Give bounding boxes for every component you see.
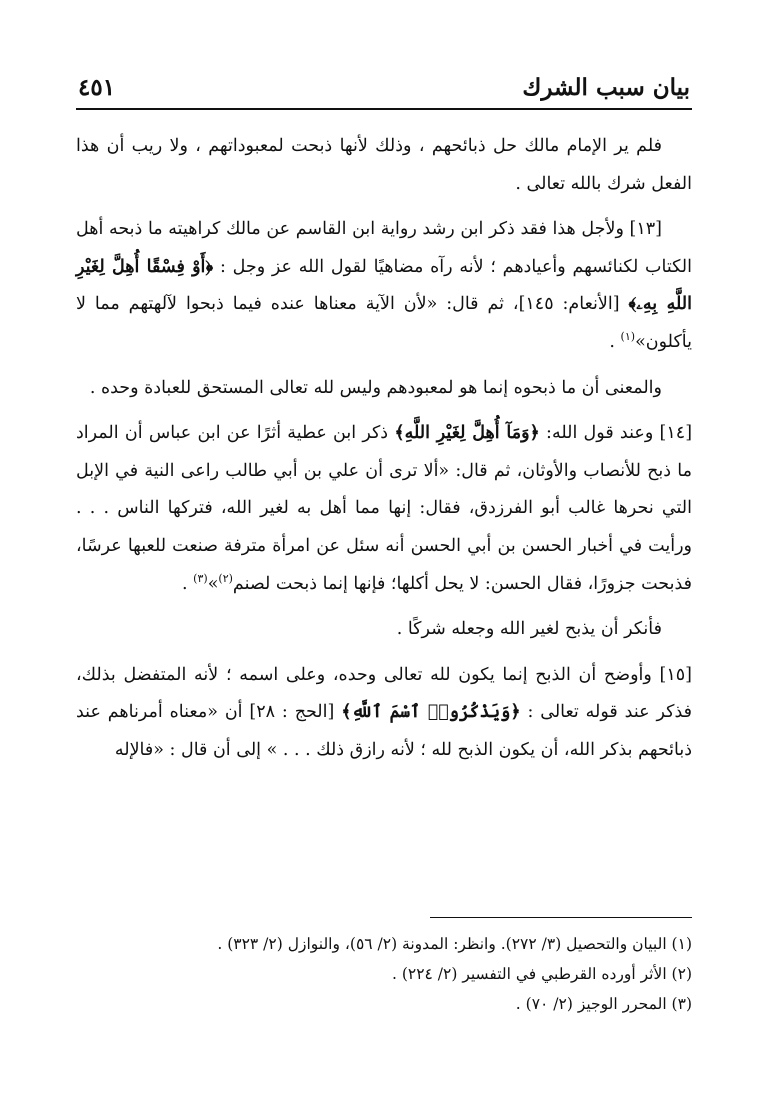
paragraph-5 bbox=[76, 611, 692, 649]
paragraph-text: [الأنعام: ١٤٥]، ثم قال: «لأن الآية معناها عنده فيما ذبحوا لآلهتهم مما لا يأكلون» bbox=[76, 294, 692, 352]
footnote-marker: (٢) bbox=[218, 571, 233, 585]
paragraph-text: [١٤] وعند قول الله: bbox=[539, 423, 693, 444]
quran-verse: ﴿وَيَذْكُرُوا۟ ٱسْمَ ٱللَّهِ﴾ bbox=[341, 702, 521, 723]
quran-verse: ﴿وَمَآ أُهِلَّ لِغَيْرِ اللَّهِ﴾ bbox=[394, 423, 540, 444]
footnote-2: (٢) الأثر أورده القرطبي في التفسير (٢/ ٢٢٤) . bbox=[391, 965, 692, 983]
paragraph-text: » bbox=[207, 573, 219, 594]
footnotes bbox=[76, 929, 692, 1019]
paragraph-1 bbox=[76, 128, 692, 203]
paragraph-text: [١٥] وأوضح أن الذبح إنما يكون لله تعالى وحده، وعلى اسمه ؛ لأنه المتفضل بذلك، فذكر عند قوله تعالى : bbox=[76, 664, 692, 723]
paragraph-6 bbox=[76, 657, 692, 770]
paragraph-text: ذكر ابن عطية أثرًا عن ابن عباس أن المراد ما ذبح للأنصاب والأوثان، ثم قال: «ألا ترى أن علي بن أبي طالب راعى النية في الإبل التي نحرها غالب أبو الفرزدق، فقال: إنها مما أهل به لغير الله، فتركها الناس . . . ورأيت في أخبار الحسن بن أبي الحسن أنه سئل عن امرأة مترفة صنعت للعبها عرسًا، فذبحت جزورًا، فقال الحسن: لا يحل أكلها؛ فإنها إنما ذبحت لصنم bbox=[76, 423, 692, 594]
running-header-title: بيان سبب الشرك bbox=[522, 74, 690, 101]
page-number: ٤٥١ bbox=[78, 74, 116, 101]
body-text bbox=[76, 128, 692, 770]
paragraph-text: فأنكر أن يذبح لغير الله وجعله شركًا . bbox=[396, 619, 662, 640]
footnote-marker: (١) bbox=[620, 330, 636, 344]
paragraph-text: [الحج : ٢٨] أن «معناه أمرناهم عند ذبائحهم بذكر الله، أن يكون الذبح لله ؛ لأنه رازق ذلك . . . » إلى أن قال : «فالإله bbox=[76, 702, 692, 760]
footnote-1: (١) البيان والتحصيل (٣/ ٢٧٢). وانظر: المدونة (٢/ ٥٦)، والنوازل (٢/ ٣٢٣) . bbox=[217, 935, 692, 953]
paragraph-text: والمعنى أن ما ذبحوه إنما هو لمعبودهم وليس لله تعالى المستحق للعبادة وحده . bbox=[89, 377, 662, 398]
paragraph-text: [١٣] ولأجل هذا فقد ذكر ابن رشد رواية ابن القاسم عن مالك كراهيته ما ذبحه أهل الكتاب لكنائسهم وأعيادهم ؛ لأنه رآه مضاهيًا لقول الله عز وجل : bbox=[76, 219, 693, 277]
paragraph-text: . bbox=[609, 331, 621, 352]
footnote-3: (٣) المحرر الوجيز (٢/ ٧٠) . bbox=[515, 995, 692, 1013]
paragraph-2 bbox=[76, 211, 692, 361]
paragraph-text: فلم ير الإمام مالك حل ذبائحهم ، وذلك لأنها ذبحت لمعبوداتهم ، ولا ريب أن هذا الفعل شرك بالله تعالى . bbox=[76, 136, 692, 194]
footnote-marker: (٣) bbox=[193, 571, 208, 585]
paragraph-4 bbox=[76, 415, 692, 603]
footnote-separator bbox=[430, 917, 692, 918]
paragraph-text: . bbox=[182, 573, 194, 594]
quran-verse: ﴿أَوْ فِسْقًا أُهِلَّ لِغَيْرِ اللَّهِ بِهِۦ﴾ bbox=[76, 256, 693, 315]
running-header bbox=[76, 72, 692, 108]
header-rule bbox=[76, 108, 692, 110]
paragraph-3 bbox=[76, 370, 692, 408]
book-page bbox=[76, 0, 692, 1117]
